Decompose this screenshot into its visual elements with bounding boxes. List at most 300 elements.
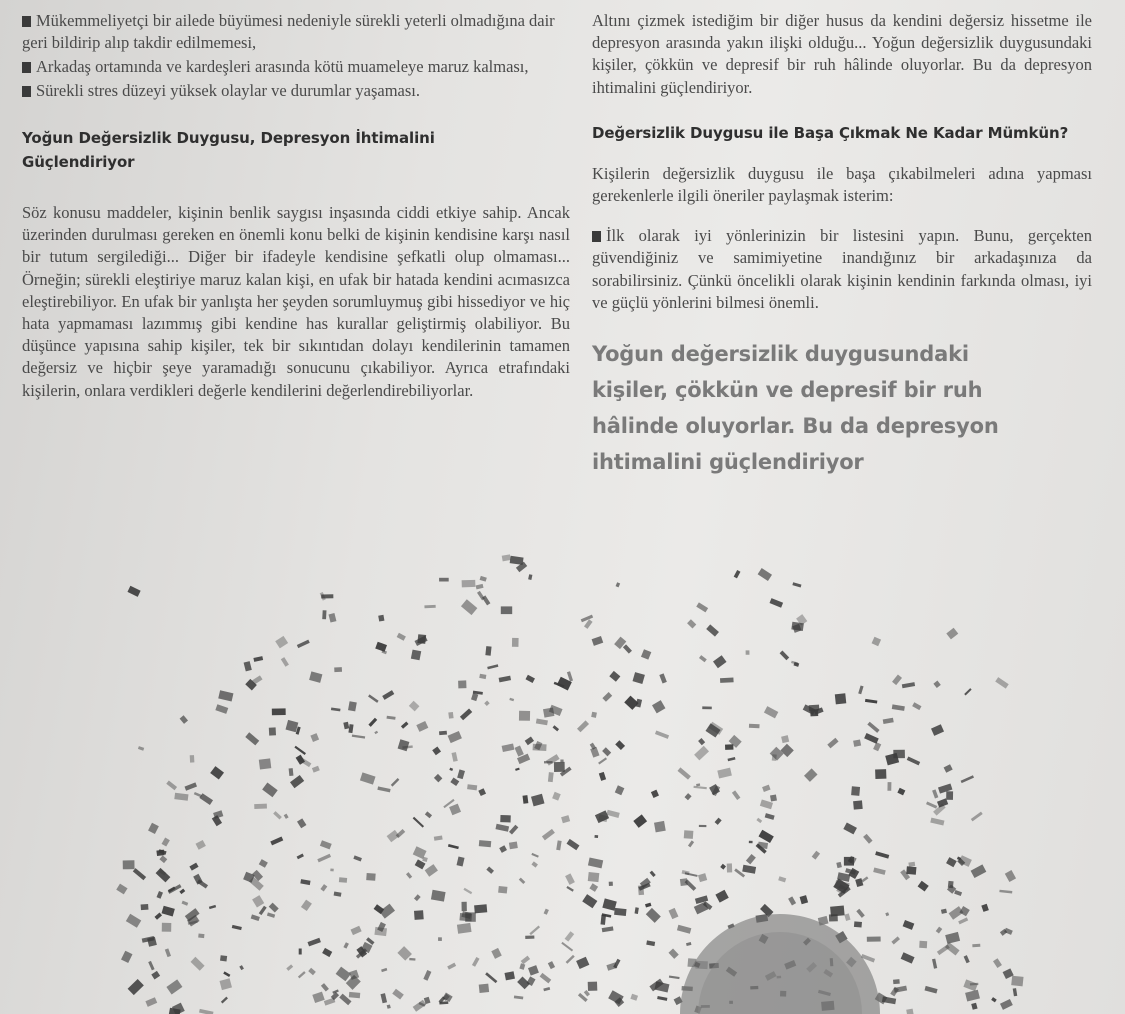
fragment [856,909,865,918]
fragment [853,800,863,809]
fragment [892,675,902,686]
fragment [499,845,507,853]
fragment [387,1005,391,1009]
intro-paragraph: Altını çizmek istediğim bir diğer husus da kendini değersiz hissetme ile depresyon arasında yakın ilişki olduğu... Yoğun değersizlik duygusundaki kişiler, çökkün ve depresif bir ruh hâlinde oluyorlar. Bu da depresyon ihtimalini güçlendiriyor. [592,11,1092,97]
fragment [892,704,905,710]
fragment [199,1009,213,1014]
particle-field [116,554,1023,1014]
fragment [502,743,515,752]
fragment [804,768,818,781]
fragment [958,917,968,924]
fragment [416,721,428,732]
fragment [300,879,310,885]
fragment [959,855,972,867]
fragment [476,584,484,590]
fragment [432,746,441,755]
fragment [521,956,530,965]
fragment [406,872,412,879]
fragment [835,693,846,704]
fragment [487,664,498,669]
fragment [650,871,656,877]
fragment [199,793,213,805]
fragment [519,878,526,884]
fragment [312,766,320,773]
fragment [381,993,388,1003]
fragment [509,825,518,835]
fragment [324,998,336,1006]
fragment [458,680,466,688]
fragment [646,940,655,946]
fragment [165,948,171,957]
fragment [209,905,216,909]
fragment [479,674,486,679]
fragment [965,990,980,1002]
fragment [382,690,394,700]
fragment [944,764,953,773]
fragment [168,884,182,894]
fragment [239,965,244,970]
fragment [715,890,728,903]
fragment [223,971,230,977]
fragment [457,923,472,934]
fragment [544,909,549,915]
fragment [633,672,645,684]
fragment [360,772,376,784]
fragment [566,955,575,964]
fragment [329,613,337,623]
fragment [734,570,741,578]
fragment [567,839,580,850]
fragment [423,970,431,981]
fragment [320,840,332,849]
fragment [554,762,565,772]
fragment [449,804,461,816]
fragment [191,957,205,971]
fragment [867,937,881,942]
fragment [651,790,659,798]
fragment [702,706,712,709]
fragment [873,868,886,875]
fragment [946,628,958,640]
fragment [528,965,539,975]
fragment [286,964,293,971]
fragment [540,973,552,983]
fragment [531,794,545,807]
fragment [577,720,589,732]
fragment [374,927,387,936]
fragment [254,804,267,809]
fragment [448,731,462,743]
fragment [972,944,980,947]
fragment [946,791,953,800]
fragment [759,830,774,843]
fragment [964,688,971,695]
fragment [251,914,260,921]
fragment [472,957,480,967]
fragment [858,686,863,695]
fragment [317,854,331,863]
fragment [182,901,189,906]
fragment [582,894,597,908]
fragment [128,979,144,995]
fragment [294,746,306,755]
fragment [368,718,377,727]
fragment [515,745,524,756]
fragment [946,857,957,867]
fragment [290,775,304,788]
fragment [553,725,559,731]
fragment [189,863,198,871]
fragment [614,908,626,916]
fragment [591,712,597,718]
fragment [565,873,575,884]
fragment [467,784,477,790]
fragment [853,739,861,746]
fragment [141,904,149,910]
fragment [351,926,362,935]
fragment [864,733,879,744]
fragment [269,903,279,913]
fragment [121,951,132,963]
fragment [887,782,891,791]
fragment [459,913,472,921]
fragment [457,857,465,867]
fragment [630,994,638,1001]
fragment [491,948,501,959]
fragment [218,690,233,701]
fragment [678,767,691,779]
fragment [897,788,905,796]
fragment [659,673,667,683]
fragment [756,818,762,823]
fragment [414,894,421,901]
fragment [560,760,563,763]
fragment [1005,870,1016,882]
fragment [901,952,915,963]
fragment [588,872,600,882]
fragment [542,829,555,840]
fragment [462,902,467,911]
fragment [448,844,459,849]
fragment [925,986,938,994]
fragment [126,914,141,928]
fragment [145,997,157,1007]
fragment [906,1009,914,1014]
fragment [409,958,415,961]
fragment [447,963,456,970]
fragment [353,855,362,861]
fragment [180,715,188,724]
fragment [501,606,512,614]
fragment [959,906,969,916]
fragment [156,850,164,856]
shattered-figure-illustration [0,520,1125,1014]
fragment [138,746,144,751]
fragment [758,568,772,581]
fragment [609,671,620,682]
fragment [500,815,511,822]
fragment [865,699,877,704]
fragment [190,755,195,763]
fragment [685,872,698,877]
fragment [424,605,435,608]
fragment [310,733,319,742]
fragment [749,724,760,729]
fragment [375,642,387,652]
fragment [151,971,160,980]
fragment [765,813,775,820]
fragment [544,761,553,763]
fragment [788,896,796,905]
fragment [259,906,267,915]
fragment [485,972,497,983]
fragment [781,735,789,743]
fragment [954,890,962,896]
square-bullet-icon [22,86,31,97]
fragment [349,992,360,998]
fragment [930,818,944,826]
fragment [253,656,263,662]
fragment [599,772,606,781]
fragment [999,890,1012,894]
fragment [386,716,395,720]
fragment [259,859,268,868]
fragment [594,835,598,838]
fragment [381,968,387,972]
fragment [213,810,223,819]
fragment [479,984,489,993]
fragment [912,702,921,710]
fragment [448,712,453,719]
fragment [993,958,1002,968]
fragment [602,692,612,702]
fragment [519,963,525,970]
fragment [531,861,537,867]
fragment [284,814,289,819]
fragment [588,858,603,869]
fragment [531,853,538,858]
fragment [166,781,177,791]
fragment [908,862,915,867]
fragment [746,650,750,654]
fragment [457,769,465,779]
fragment [477,591,485,600]
fragment [297,818,306,828]
fragment [746,854,756,864]
fragment [764,706,778,718]
fragment [215,704,228,714]
fragment [123,860,135,869]
fragment [519,711,530,721]
fragment [1013,988,1018,996]
fragment [331,708,341,712]
fragment [602,926,614,932]
fragment [528,574,532,580]
fragment [162,906,175,917]
fragment [174,793,188,801]
fragment [615,740,625,750]
fragment [425,864,438,877]
fragment [706,624,719,636]
fragment [883,718,894,724]
fragment [434,774,442,782]
fragment [686,942,691,946]
square-bullet-icon [22,62,31,73]
fragment [1000,999,1013,1010]
fragment [932,959,937,969]
fragment [543,707,554,717]
fragment [308,938,321,947]
fragment [624,696,638,710]
fragment [244,661,252,671]
fragment [509,698,514,702]
bullet-item: Sürekli stres düzeyi yüksek olaylar ve durumlar yaşaması. [22,80,570,102]
fragment [334,667,342,672]
fragment [502,554,511,561]
fragment [687,619,696,628]
fragment [474,904,487,913]
fragment [525,736,534,745]
fragment [498,886,507,893]
fragment [434,836,443,841]
fragment [669,948,679,958]
fragment [602,898,616,910]
fragment [273,811,282,819]
fragment [510,556,524,565]
fragment [855,878,863,887]
fragment [220,978,232,990]
fragment [330,869,334,872]
fragment [478,788,486,796]
fragment [933,681,940,688]
fragment [732,790,741,800]
fragment [715,818,722,825]
fragment [657,996,667,1001]
fragment [509,842,518,850]
fragment [499,676,511,683]
fragment [843,823,857,835]
bullet-item: Arkadaş ortamında ve kardeşleri arasında kötü muameleye maruz kalması, [22,56,570,78]
fragment [401,721,409,728]
fragment [867,722,879,733]
fragment [941,909,947,914]
fragment [486,867,494,874]
fragment [281,657,289,667]
fragment [352,735,365,739]
fragment [696,602,708,612]
fragment [272,708,286,715]
fragment [893,750,905,759]
fragment [299,949,302,955]
fragment [514,996,523,1000]
fragment [749,841,753,844]
fragment [770,598,784,608]
fragment [397,633,406,641]
fragment [720,677,734,682]
fragment [589,883,598,892]
fragment [633,814,647,827]
fragment [462,580,476,588]
fragment [727,863,733,872]
fragment [609,882,613,886]
fragment [439,731,447,735]
pull-quote: Yoğun değersizlik duygusundaki kişiler, çökkün ve depresif bir ruh hâlinde oluyorlar. Bu da depresyon ihtimalini güçlendiriyor [592,342,999,475]
fragment [1011,976,1023,987]
fragment [885,912,889,916]
fragment [536,719,548,726]
fragment [778,876,786,882]
fragment [414,910,424,920]
fragment [906,866,916,874]
fragment [259,758,272,769]
fragment [770,794,777,801]
fragment [297,854,304,860]
fragment [368,694,379,702]
fragment [561,815,570,823]
fragment [646,908,661,923]
fragment [452,752,458,762]
fragment [220,955,227,961]
fragment [556,840,561,850]
fragment [322,610,326,619]
fragment [196,840,206,850]
fragment [127,586,140,597]
fragment [413,817,424,828]
fragment [669,976,680,980]
fragment [964,955,970,963]
square-bullet-icon [592,231,601,242]
section-heading: Değersizlik Duygusu ile Başa Çıkmak Ne Kadar Mümkün? [592,123,1069,142]
fragment [552,792,561,801]
fragment [156,868,171,882]
fragment [289,768,294,776]
fragment [210,766,224,779]
bullet-item: Mükemmeliyetçi bir ailede büyümesi nedeniyle sürekli yeterli olmadığına dair geri bildirip alıp takdir edilmemesi, [22,11,555,52]
fragment [829,914,838,921]
fragment [148,961,154,970]
fragment [245,732,259,745]
fragment [728,757,736,761]
fragment [221,997,228,1004]
fragment [654,821,666,832]
fragment [684,793,691,800]
fragment [387,830,400,842]
fragment [780,744,793,757]
fragment [162,923,172,932]
fragment [480,576,487,582]
fragment [615,785,625,795]
fragment [588,982,598,991]
fragment [693,786,706,789]
fragment [565,931,575,941]
fragment [339,877,347,882]
fragment [862,876,869,882]
fragment [566,886,573,892]
fragment [450,778,459,787]
fragment [298,971,306,978]
fragment [995,677,1008,688]
fragment [991,997,997,1002]
fragment [463,888,472,894]
fragment [523,795,529,804]
fragment [598,757,607,764]
fragment [320,884,327,891]
fragment [308,968,316,975]
fragment [698,738,705,745]
fragment [635,907,639,914]
fragment [425,811,432,818]
fragment [343,722,349,730]
